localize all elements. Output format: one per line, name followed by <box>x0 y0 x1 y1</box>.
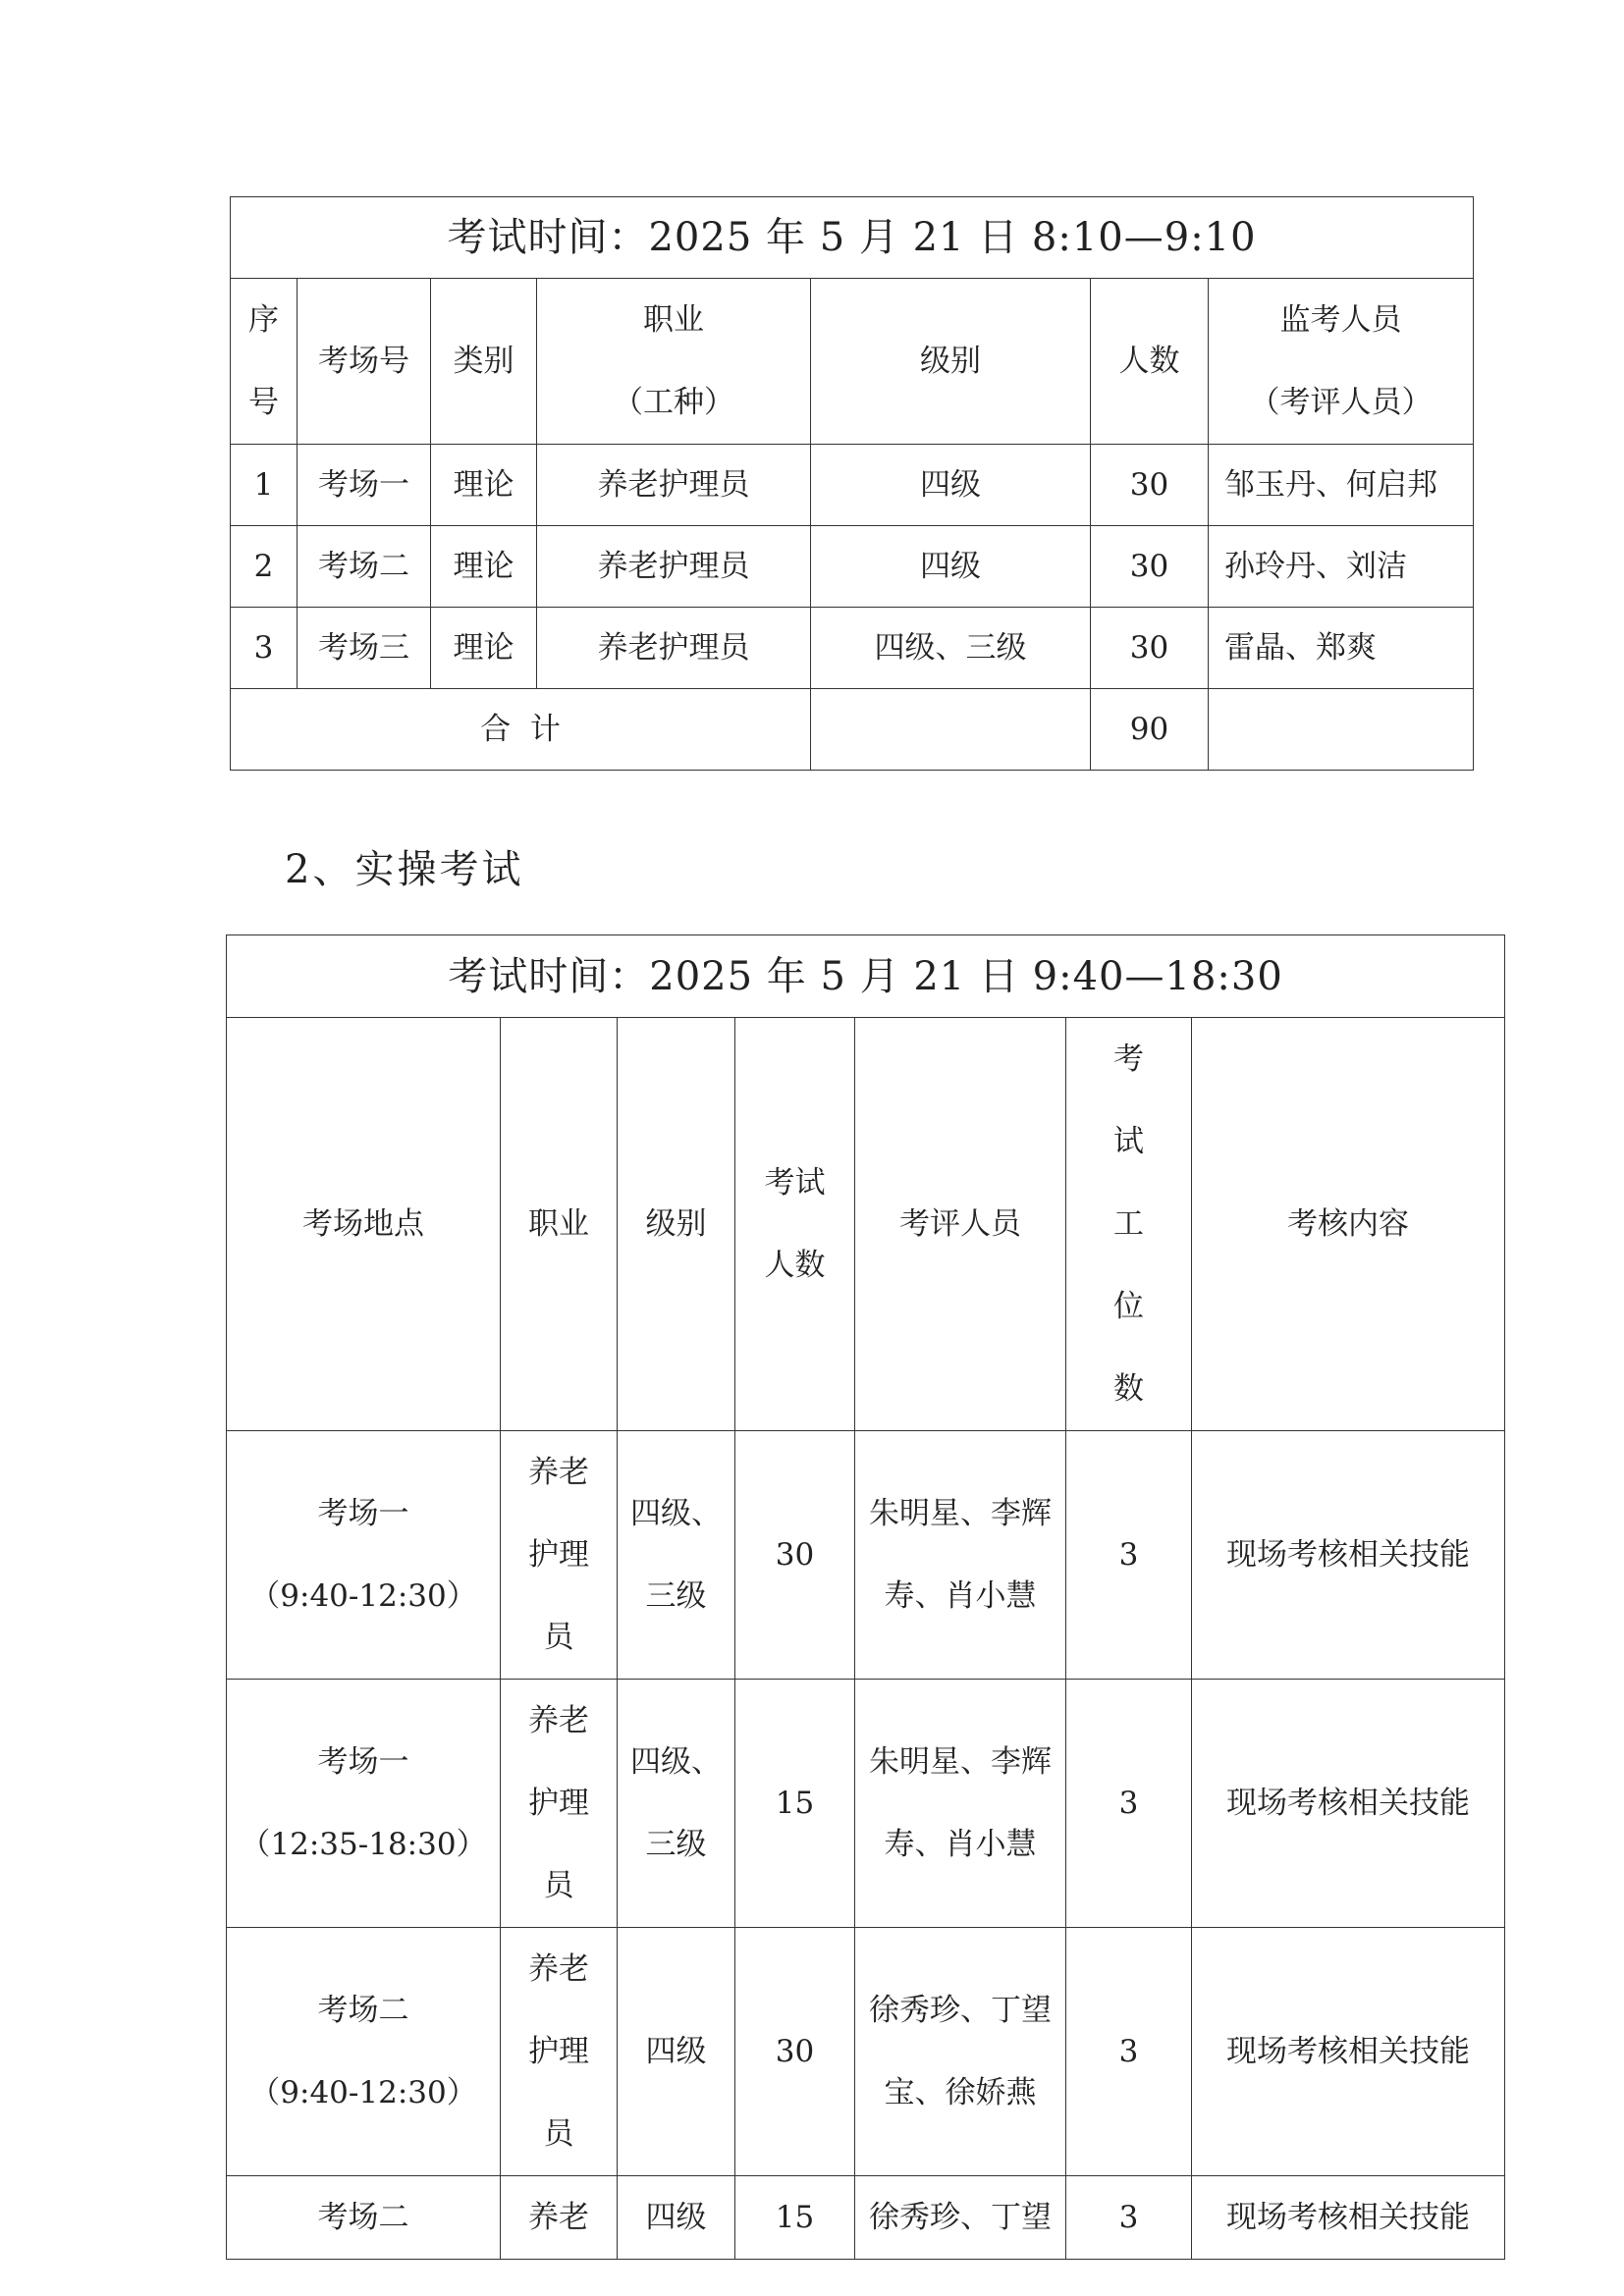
cell-stations: 3 <box>1066 1680 1192 1928</box>
header-room: 考场号 <box>298 279 431 445</box>
cell-room: 考场三 <box>298 608 431 689</box>
header-occupation: 职业 （工种） <box>537 279 811 445</box>
cell-level: 四级 <box>811 445 1091 526</box>
header-evaluators: 考评人员 <box>855 1018 1066 1431</box>
practical-exam-time: 考试时间：2025 年 5 月 21 日 9:40—18:30 <box>227 935 1505 1018</box>
total-row <box>231 689 1474 771</box>
cell-stations: 3 <box>1066 1928 1192 2176</box>
header-count: 人数 <box>1091 279 1209 445</box>
cell-location: 考场一 （12:35-18:30） <box>227 1680 501 1928</box>
total-label: 合 计 <box>231 689 811 771</box>
total-proctors-empty <box>1209 689 1474 771</box>
header-occupation: 职业 <box>501 1018 618 1431</box>
cell-level: 四级、三级 <box>811 608 1091 689</box>
cell-count: 30 <box>735 1431 855 1680</box>
cell-proctors: 孙玲丹、刘洁 <box>1209 526 1474 608</box>
cell-evaluators: 徐秀珍、丁望 <box>855 2176 1066 2260</box>
cell-stations: 3 <box>1066 1431 1192 1680</box>
table-row <box>227 1431 1505 1680</box>
cell-content: 现场考核相关技能 <box>1192 2176 1505 2260</box>
cell-level: 四级 <box>811 526 1091 608</box>
cell-occupation: 养老护理员 <box>501 1680 618 1928</box>
cell-count: 30 <box>1091 608 1209 689</box>
cell-content: 现场考核相关技能 <box>1192 1431 1505 1680</box>
cell-level: 四级、三级 <box>618 1680 735 1928</box>
cell-evaluators: 徐秀珍、丁望宝、徐娇燕 <box>855 1928 1066 2176</box>
cell-level: 四级 <box>618 2176 735 2260</box>
header-proctors: 监考人员 （考评人员） <box>1209 279 1474 445</box>
cell-occupation: 养老护理员 <box>537 445 811 526</box>
total-count: 90 <box>1091 689 1209 771</box>
theory-exam-table <box>230 196 1474 771</box>
table-row <box>231 445 1474 526</box>
cell-occupation: 养老护理员 <box>537 526 811 608</box>
header-category: 类别 <box>431 279 537 445</box>
cell-stations: 3 <box>1066 2176 1192 2260</box>
cell-seq: 1 <box>231 445 298 526</box>
cell-category: 理论 <box>431 526 537 608</box>
cell-proctors: 邹玉丹、何启邦 <box>1209 445 1474 526</box>
cell-occupation: 养老护理员 <box>537 608 811 689</box>
cell-room: 考场二 <box>298 526 431 608</box>
cell-count: 30 <box>735 1928 855 2176</box>
cell-count: 15 <box>735 1680 855 1928</box>
cell-seq: 2 <box>231 526 298 608</box>
section-heading-practical: 2、实操考试 <box>285 847 524 892</box>
cell-occupation: 养老护理员 <box>501 1431 618 1680</box>
table-row <box>227 1928 1505 2176</box>
cell-count: 30 <box>1091 445 1209 526</box>
table-row-partial <box>227 2176 1505 2260</box>
cell-proctors: 雷晶、郑爽 <box>1209 608 1474 689</box>
cell-evaluators: 朱明星、李辉寿、肖小慧 <box>855 1680 1066 1928</box>
header-location: 考场地点 <box>227 1018 501 1431</box>
header-count: 考试人数 <box>735 1018 855 1431</box>
cell-evaluators: 朱明星、李辉寿、肖小慧 <box>855 1431 1066 1680</box>
table-row <box>231 526 1474 608</box>
cell-count: 30 <box>1091 526 1209 608</box>
theory-exam-time: 考试时间：2025 年 5 月 21 日 8:10—9:10 <box>231 197 1474 279</box>
table-row <box>227 1680 1505 1928</box>
cell-level: 四级、三级 <box>618 1431 735 1680</box>
cell-occupation: 养老护理员 <box>501 1928 618 2176</box>
cell-content: 现场考核相关技能 <box>1192 1928 1505 2176</box>
cell-count: 15 <box>735 2176 855 2260</box>
cell-location: 考场一 （9:40-12:30） <box>227 1431 501 1680</box>
cell-seq: 3 <box>231 608 298 689</box>
cell-location: 考场二 <box>227 2176 501 2260</box>
cell-category: 理论 <box>431 445 537 526</box>
header-seq: 序号 <box>231 279 298 445</box>
cell-category: 理论 <box>431 608 537 689</box>
cell-location: 考场二 （9:40-12:30） <box>227 1928 501 2176</box>
cell-room: 考场一 <box>298 445 431 526</box>
practical-exam-table <box>226 934 1505 2260</box>
cell-occupation: 养老 <box>501 2176 618 2260</box>
header-level: 级别 <box>618 1018 735 1431</box>
total-level-empty <box>811 689 1091 771</box>
header-content: 考核内容 <box>1192 1018 1505 1431</box>
header-stations: 考试工位数 <box>1066 1018 1192 1431</box>
cell-content: 现场考核相关技能 <box>1192 1680 1505 1928</box>
cell-level: 四级 <box>618 1928 735 2176</box>
header-level: 级别 <box>811 279 1091 445</box>
table-row <box>231 608 1474 689</box>
